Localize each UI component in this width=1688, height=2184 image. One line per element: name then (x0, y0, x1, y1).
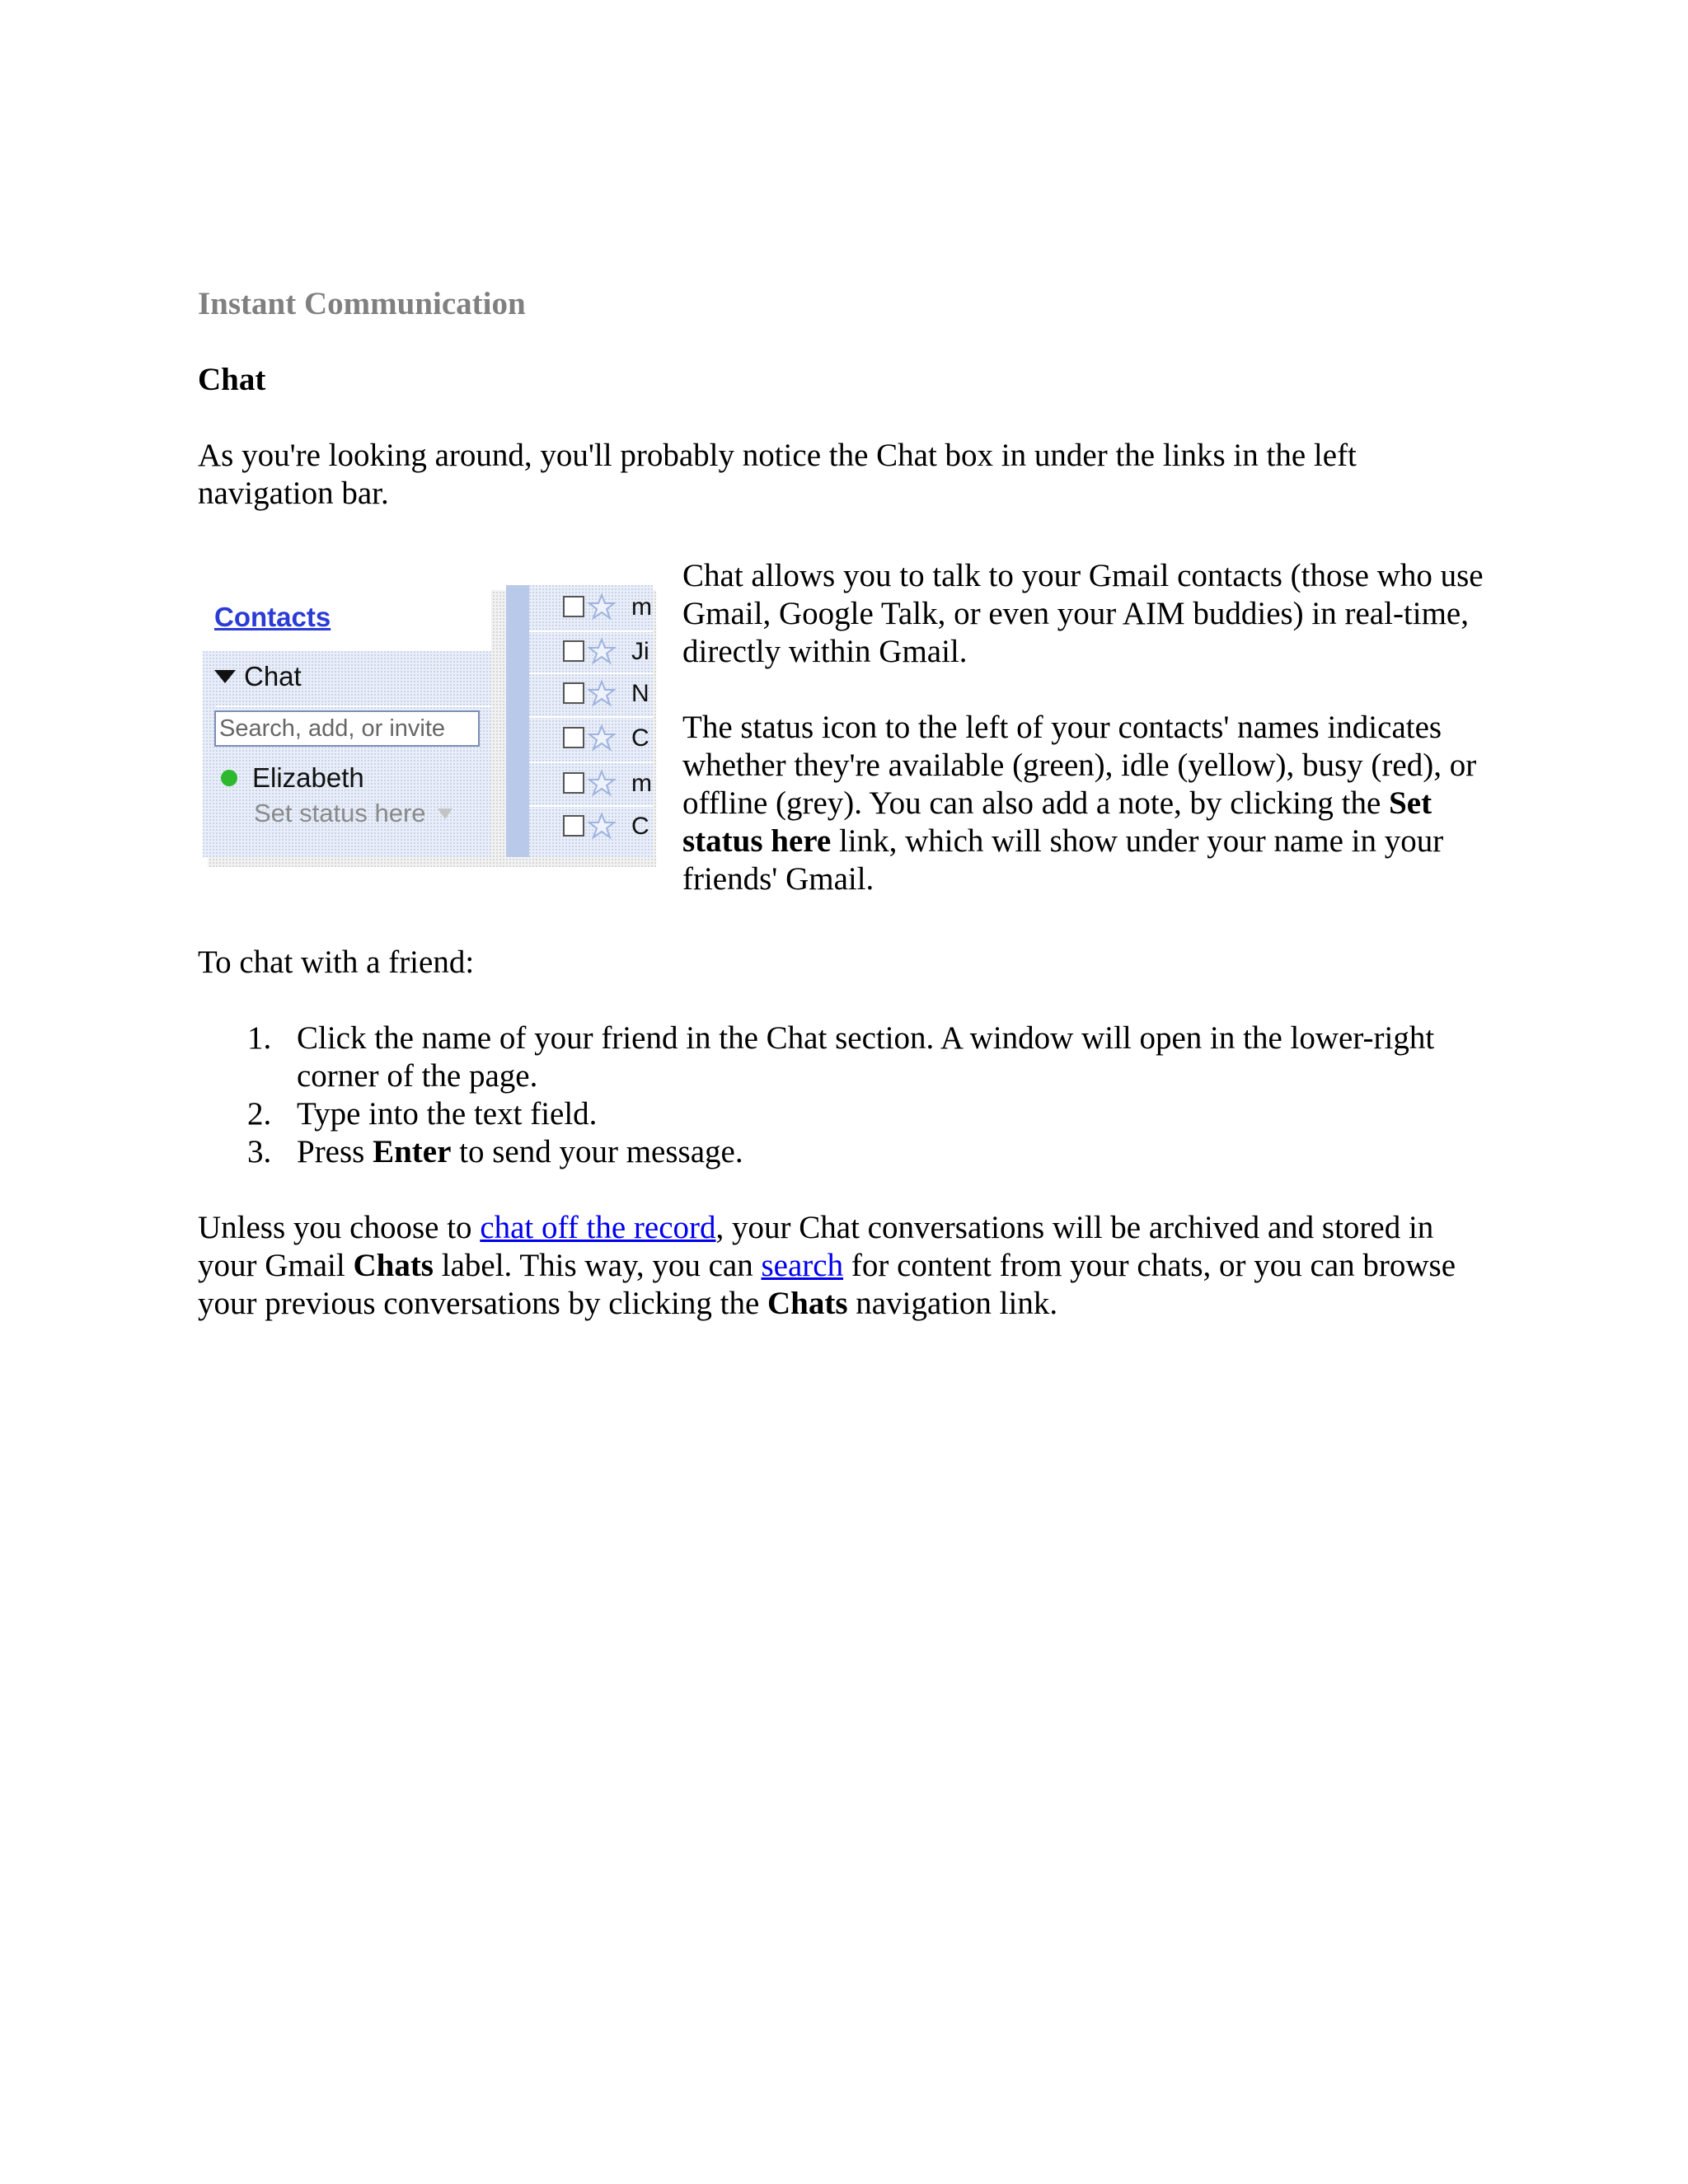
step-number: 3. (247, 1134, 272, 1169)
closing-text: , your Chat conversations will be archived and stored in your Gmail (198, 1210, 1434, 1283)
chat-screenshot (203, 585, 656, 867)
contact-name: Elizabeth (252, 762, 364, 793)
section-title: Instant Communication (198, 286, 526, 321)
intro-paragraph: As you're looking around, you'll probably notice the Chat box in under the links in the left navigation bar. (198, 438, 1357, 511)
mail-row[interactable]: m (631, 770, 652, 797)
set-status-bold: Set status here (682, 785, 1432, 859)
step-number: 1. (247, 1020, 272, 1056)
mail-list (631, 593, 653, 855)
closing-text: for content from your chats, or you can browse your previous conversations by clicking the (198, 1248, 1456, 1321)
steps-list (198, 1019, 1492, 1171)
step-text: Press (297, 1134, 373, 1169)
contacts-link[interactable]: Contacts (214, 602, 331, 632)
chat-off-record-link[interactable]: chat off the record (480, 1210, 716, 1245)
mail-row[interactable]: C (631, 813, 649, 840)
enter-key-bold: Enter (373, 1134, 452, 1169)
step-text: Click the name of your friend in the Chat section. A window will open in the lower-right corner of the page. (297, 1020, 1435, 1094)
step-text: to send your message. (451, 1134, 743, 1169)
chat-description-paragraph: Chat allows you to talk to your Gmail contacts (those who use Gmail, Google Talk, or even your AIM buddies) in real-time, directly within Gmail. (682, 558, 1484, 669)
step-item (198, 1019, 1492, 1095)
set-status-label: Set status here (254, 799, 426, 827)
mail-row[interactable]: C (631, 724, 649, 752)
contact-item-elizabeth[interactable] (221, 762, 364, 794)
chat-description (682, 557, 1498, 898)
step-text: Type into the text field. (297, 1096, 598, 1132)
to-chat-heading: To chat with a friend: (198, 944, 475, 980)
chat-header[interactable] (214, 661, 302, 692)
closing-paragraph (198, 1209, 1492, 1323)
status-text-part: The status icon to the left of your contacts' names indicates whether they're available (green), idle (yellow), busy (red), or offline (grey). You can also add a note, by clicking the (682, 710, 1477, 821)
status-text-part: link, which will show under your name in your friends' Gmail. (682, 823, 1444, 897)
closing-text: label. This way, you can (434, 1248, 762, 1283)
closing-text: navigation link. (847, 1286, 1058, 1321)
status-description-paragraph (682, 709, 1498, 898)
set-status-link[interactable] (254, 799, 452, 828)
chats-label-bold: Chats (353, 1248, 434, 1283)
status-available-icon (221, 770, 237, 786)
chats-nav-bold: Chats (767, 1286, 848, 1321)
mail-row[interactable]: m (631, 593, 652, 621)
closing-text: Unless you choose to (198, 1210, 481, 1245)
sub-title: Chat (198, 362, 266, 397)
step-item (198, 1095, 1492, 1133)
step-item (198, 1133, 1492, 1171)
chat-search-input[interactable]: Search, add, or invite (214, 710, 480, 747)
chevron-down-icon (438, 808, 452, 819)
mail-row[interactable]: Ji (631, 638, 649, 665)
triangle-down-icon (214, 670, 236, 683)
chat-header-label: Chat (244, 661, 302, 691)
search-link[interactable]: search (761, 1248, 844, 1283)
mail-row[interactable]: N (631, 680, 649, 707)
step-number: 2. (247, 1096, 272, 1132)
